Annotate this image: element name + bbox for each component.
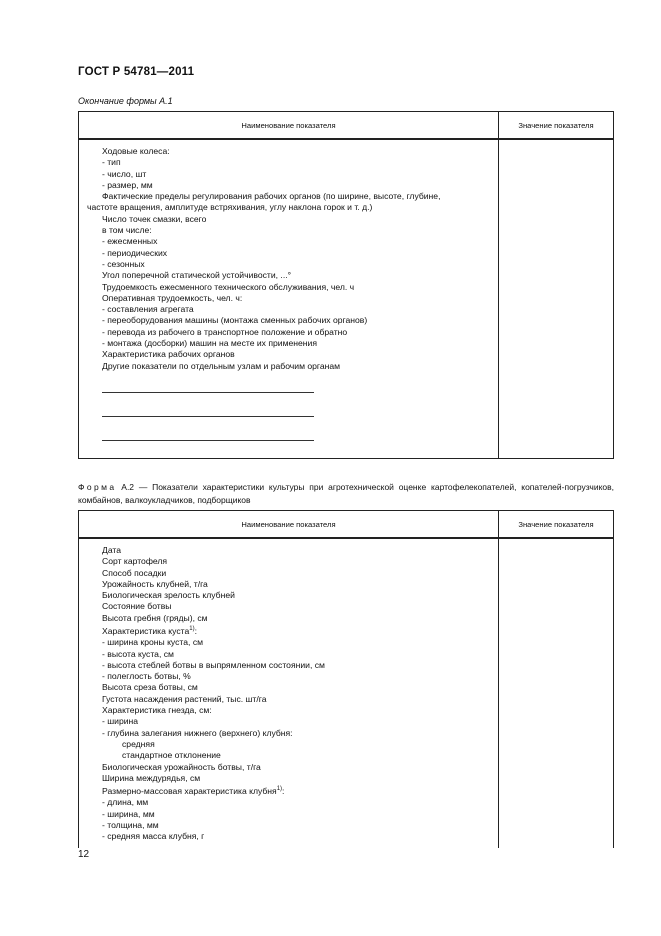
form1-row: - периодических: [102, 247, 168, 258]
form2-row: Высота среза ботвы, см: [102, 682, 198, 693]
form1-values-cell: [499, 139, 614, 458]
footnote-mark: 1): [189, 626, 195, 633]
form2-row: стандартное отклонение: [122, 750, 221, 761]
form2-row: - средняя масса клубня, г: [102, 831, 205, 842]
form2-row: - ширина, мм: [102, 808, 155, 819]
form1-row: Характеристика рабочих органов: [102, 349, 235, 360]
form2-row-with-footnote: Характеристика куста$^{1)}$:: [102, 625, 197, 636]
form2-values-cell: [499, 538, 614, 848]
form2-row: - высота куста, см: [102, 648, 174, 659]
form1-indicators-cell: [79, 139, 499, 458]
form1-row: Ходовые колеса:: [102, 146, 170, 156]
form2-row: Ширина междурядья, см: [102, 772, 201, 783]
form1-row: - тип: [102, 157, 121, 168]
form1-row: - число, шт: [102, 168, 147, 179]
form2-row: Урожайность клубней, т/га: [102, 578, 208, 589]
form1-row: - ежесменных: [102, 236, 158, 247]
form2-indicators-cell: [79, 538, 499, 848]
form1-row: - перевода из рабочего в транспортное положение и обратно: [102, 326, 348, 337]
footnote-mark: 1): [276, 786, 283, 793]
form1-row: частоте вращения, амплитуде встряхивания, углу наклона горок и т. д.): [87, 202, 373, 213]
form1-row: Другие показатели по отдельным узлам и рабочим органам: [102, 360, 341, 371]
form2-row: - длина, мм: [102, 797, 149, 808]
form2-row: - ширина: [102, 716, 139, 727]
form1-row: Оперативная трудоемкость, чел. ч:: [102, 292, 243, 303]
form1-row: - переоборудования машины (монтажа сменных рабочих органов): [102, 315, 368, 326]
form2-row-with-footnote: Размерно-массовая характеристика клубня$^{1)}$:: [102, 785, 285, 796]
blank-fill-line: [102, 380, 314, 393]
form2-title: [78, 481, 614, 507]
form1-row: - монтажа (досборки) машин на месте их применения: [102, 338, 318, 349]
form1-col-value: Значение показателя: [499, 112, 614, 140]
form2-row: - полеглость ботвы, %: [102, 671, 191, 682]
page-number: 12: [78, 849, 90, 860]
form2-row: Характеристика гнезда, см:: [102, 705, 212, 716]
form1-table: [78, 111, 614, 459]
form2-row: Высота гребня (гряды), см: [102, 612, 208, 623]
form2-row: - толщина, мм: [102, 819, 159, 830]
form2-row-text: Размерно-массовая характеристика клубня: [102, 785, 277, 796]
form2-row: Сорт картофеля: [102, 556, 168, 567]
form2-row: средняя: [122, 738, 155, 749]
form2-row: - высота стеблей ботвы в выпрямленном состоянии, см: [102, 659, 325, 670]
form1-row: - сезонных: [102, 258, 145, 269]
form1-row: Число точек смазки, всего: [102, 213, 207, 224]
form2-title-label: Форма: [78, 482, 117, 492]
form2-row: Биологическая урожайность ботвы, т/га: [102, 761, 261, 772]
form1-row: в том числе:: [102, 225, 152, 236]
form2-row-text: Характеристика куста: [102, 625, 190, 636]
form1-col-name: Наименование показателя: [79, 112, 499, 140]
blank-fill-line: [102, 404, 314, 417]
form1-caption: Окончание формы А.1: [78, 96, 173, 106]
form2-row: Способ посадки: [102, 567, 167, 578]
form2-title-text: А.2 — Показатели характеристики культуры при агротехнической оценке картофелекопателей, копателей-погрузчиков, комбайнов, валкоукладчиков, подборщиков: [78, 482, 614, 505]
form1-row: Угол поперечной статической устойчивости, ...°: [102, 270, 292, 281]
form2-row: Густота насаждения растений, тыс. шт/га: [102, 693, 267, 704]
form2-row: - глубина залегания нижнего (верхнего) клубня:: [102, 727, 293, 738]
blank-fill-line: [102, 428, 314, 441]
form2-col-name: Наименование показателя: [79, 511, 499, 539]
document-header: ГОСТ Р 54781—2011: [78, 66, 195, 78]
form1-row: Трудоемкость ежесменного технического обслуживания, чел. ч: [102, 281, 355, 292]
form2-row: Состояние ботвы: [102, 601, 172, 612]
form2-row: Дата: [102, 545, 122, 555]
form1-row: Фактические пределы регулирования рабочих органов (по ширине, высоте, глубине,: [102, 191, 441, 202]
form2-row: - ширина кроны куста, см: [102, 637, 204, 648]
form2-table: [78, 510, 614, 848]
form2-col-value: Значение показателя: [499, 511, 614, 539]
form1-row: - размер, мм: [102, 179, 153, 190]
form1-row: - составления агрегата: [102, 304, 194, 315]
form2-row: Биологическая зрелость клубней: [102, 590, 235, 601]
